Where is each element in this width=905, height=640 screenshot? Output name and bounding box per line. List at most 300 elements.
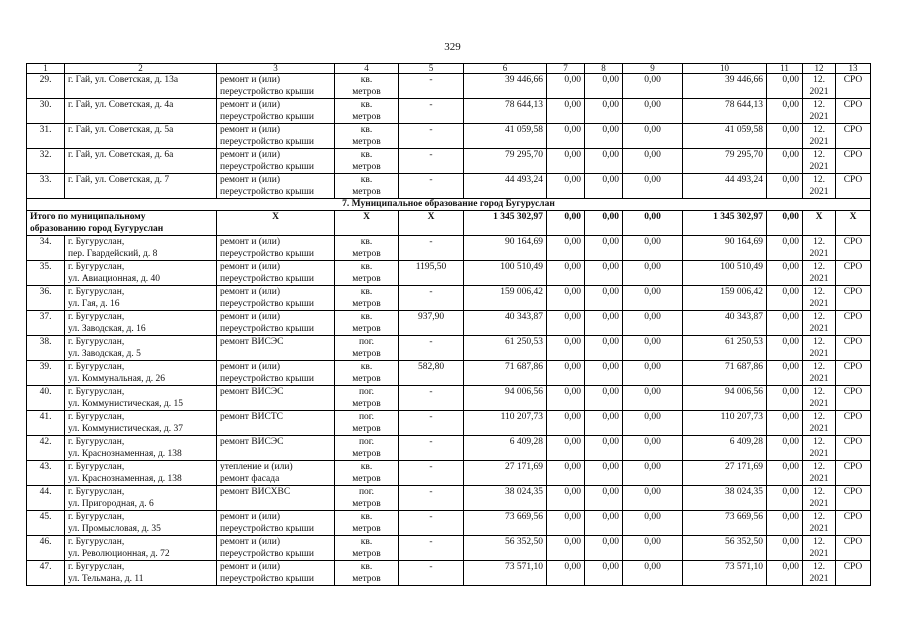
- volume-cell: [399, 461, 464, 486]
- cost-cell-text: 27 171,69: [505, 462, 543, 472]
- work-type-cell: [217, 174, 335, 199]
- address-cell: [65, 361, 217, 386]
- cost-cell-text: 159 006,42: [500, 287, 543, 297]
- unit-cell: [335, 361, 399, 386]
- deadline-cell: [803, 99, 836, 124]
- volume-cell: [399, 149, 464, 174]
- cost-cell: [464, 361, 547, 386]
- address-cell: [65, 461, 217, 486]
- value-cell-text: 0,00: [602, 412, 619, 422]
- row-number-text: 46.: [39, 537, 52, 547]
- col-num: 10: [683, 64, 767, 74]
- unit-cell: [335, 336, 399, 361]
- address-cell: [65, 336, 217, 361]
- volume-cell-text: -: [429, 387, 433, 397]
- value-cell: [547, 236, 585, 261]
- cost-cell: [464, 174, 547, 199]
- total-value-text: 0,00: [564, 212, 581, 222]
- row-number: [27, 561, 65, 586]
- cost-cell: [464, 511, 547, 536]
- unit-cell-text: кв.: [360, 287, 373, 297]
- method-cell: [836, 386, 871, 411]
- unit-cell: [335, 311, 399, 336]
- row-number-text: 43.: [39, 462, 52, 472]
- unit-cell: [335, 386, 399, 411]
- address-cell-text: г. Бугуруслан,: [68, 537, 125, 547]
- row-number-text: 33.: [39, 175, 52, 185]
- value-cell: [547, 386, 585, 411]
- value-cell-text: 0,00: [564, 362, 581, 372]
- deadline-cell-text: 12.: [813, 562, 825, 572]
- address-cell-text: г. Бугуруслан,: [68, 462, 125, 472]
- row-number-text: 30.: [39, 100, 52, 110]
- row-number: [27, 236, 65, 261]
- row-number: [27, 436, 65, 461]
- value-cell-text: 0,00: [782, 487, 799, 497]
- total-cost-cell: [683, 561, 767, 586]
- total-cost-cell: [683, 99, 767, 124]
- value-cell: [623, 261, 683, 286]
- row-number: [27, 361, 65, 386]
- method-cell-text: СРО: [843, 387, 863, 397]
- total-value-text: 0,00: [644, 212, 661, 222]
- address-cell-text: г. Бугуруслан,: [68, 487, 125, 497]
- work-type-cell: [217, 74, 335, 99]
- work-type-cell-text: ремонт и (или): [220, 75, 281, 85]
- unit-cell: [335, 536, 399, 561]
- deadline-cell-text: 12.: [813, 362, 825, 372]
- value-cell-text: 0,00: [564, 412, 581, 422]
- volume-cell-text: -: [429, 125, 433, 135]
- method-cell: [836, 461, 871, 486]
- deadline-cell-text: 12.: [813, 437, 825, 447]
- unit-cell-text: метров: [352, 249, 381, 259]
- cost-cell: [464, 561, 547, 586]
- value-cell: [547, 336, 585, 361]
- total-cost-cell: [683, 486, 767, 511]
- table-row: [27, 311, 871, 336]
- deadline-cell: [803, 174, 836, 199]
- cost-cell-text: 110 207,73: [500, 412, 543, 422]
- value-cell: [767, 486, 803, 511]
- row-number: [27, 311, 65, 336]
- value-cell-text: 0,00: [602, 75, 619, 85]
- work-type-cell-text: переустройство крыши: [220, 162, 314, 172]
- row-number-text: 32.: [39, 150, 52, 160]
- unit-cell-text: метров: [352, 324, 381, 334]
- total-value-text: 1 345 302,97: [713, 212, 763, 222]
- unit-cell-text: метров: [352, 549, 381, 559]
- value-cell-text: 0,00: [644, 100, 661, 110]
- value-cell: [585, 386, 623, 411]
- repair-plan-table: [26, 63, 871, 586]
- value-cell: [767, 386, 803, 411]
- unit-cell-text: кв.: [360, 362, 373, 372]
- total-value: [767, 211, 803, 236]
- value-cell: [585, 124, 623, 149]
- total-cost-cell: [683, 361, 767, 386]
- cost-cell-text: 56 352,50: [505, 537, 543, 547]
- method-cell: [836, 236, 871, 261]
- total-label-text: Итого по муниципальному: [30, 212, 146, 222]
- col-num: 4: [335, 64, 399, 74]
- address-cell-text: ул. Заводская, д. 16: [68, 324, 146, 334]
- value-cell-text: 0,00: [644, 287, 661, 297]
- value-cell: [547, 461, 585, 486]
- method-cell-text: СРО: [843, 75, 863, 85]
- volume-cell: [399, 99, 464, 124]
- unit-cell: [335, 511, 399, 536]
- method-cell: [836, 511, 871, 536]
- work-type-cell: [217, 386, 335, 411]
- method-cell-text: СРО: [843, 562, 863, 572]
- unit-cell-text: метров: [352, 349, 381, 359]
- work-type-cell-text: переустройство крыши: [220, 299, 314, 309]
- address-cell-text: г. Бугуруслан,: [68, 287, 125, 297]
- address-cell-text: ул. Тельмана, д. 11: [68, 574, 144, 584]
- table-row: [27, 561, 871, 586]
- value-cell: [547, 486, 585, 511]
- work-type-cell-text: переустройство крыши: [220, 112, 314, 122]
- total-value: [399, 211, 464, 236]
- address-cell: [65, 261, 217, 286]
- table-row: [27, 286, 871, 311]
- work-type-cell: [217, 124, 335, 149]
- method-cell: [836, 361, 871, 386]
- total-cost-cell-text: 79 295,70: [725, 150, 763, 160]
- deadline-cell: [803, 536, 836, 561]
- value-cell-text: 0,00: [782, 175, 799, 185]
- cost-cell: [464, 336, 547, 361]
- table-row: [27, 511, 871, 536]
- value-cell-text: 0,00: [782, 312, 799, 322]
- deadline-cell-text: 2021: [809, 249, 829, 259]
- unit-cell-text: кв.: [360, 175, 373, 185]
- total-cost-cell-text: 94 006,56: [725, 387, 763, 397]
- total-value: [683, 211, 767, 236]
- value-cell: [767, 336, 803, 361]
- col-num: 11: [767, 64, 803, 74]
- unit-cell: [335, 236, 399, 261]
- work-type-cell: [217, 236, 335, 261]
- volume-cell: [399, 361, 464, 386]
- deadline-cell-text: 12.: [813, 337, 825, 347]
- unit-cell-text: кв.: [360, 100, 373, 110]
- value-cell: [547, 361, 585, 386]
- deadline-cell-text: 12.: [813, 462, 825, 472]
- total-value: [836, 211, 871, 236]
- cost-cell: [464, 486, 547, 511]
- value-cell-text: 0,00: [564, 262, 581, 272]
- unit-cell: [335, 461, 399, 486]
- unit-cell: [335, 149, 399, 174]
- cost-cell-text: 38 024,35: [505, 487, 543, 497]
- cost-cell-text: 39 446,66: [505, 75, 543, 85]
- method-cell-text: СРО: [843, 287, 863, 297]
- unit-cell-text: кв.: [360, 312, 373, 322]
- value-cell-text: 0,00: [644, 562, 661, 572]
- value-cell: [585, 436, 623, 461]
- table-row: [27, 174, 871, 199]
- unit-cell-text: метров: [352, 274, 381, 284]
- value-cell: [585, 286, 623, 311]
- unit-cell-text: пог.: [358, 337, 375, 347]
- deadline-cell: [803, 361, 836, 386]
- row-number-text: 36.: [39, 287, 52, 297]
- address-cell: [65, 436, 217, 461]
- unit-cell-text: кв.: [360, 512, 373, 522]
- volume-cell: [399, 336, 464, 361]
- work-type-cell-text: переустройство крыши: [220, 524, 314, 534]
- cost-cell: [464, 386, 547, 411]
- value-cell-text: 0,00: [644, 512, 661, 522]
- value-cell: [547, 149, 585, 174]
- value-cell-text: 0,00: [602, 512, 619, 522]
- value-cell-text: 0,00: [782, 150, 799, 160]
- cost-cell: [464, 149, 547, 174]
- value-cell-text: 0,00: [564, 75, 581, 85]
- total-cost-cell-text: 27 171,69: [725, 462, 763, 472]
- deadline-cell-text: 2021: [809, 349, 829, 359]
- address-cell-text: г. Бугуруслан,: [68, 262, 125, 272]
- total-cost-cell: [683, 311, 767, 336]
- total-value-text: X: [815, 212, 823, 222]
- method-cell-text: СРО: [843, 150, 863, 160]
- method-cell-text: СРО: [843, 175, 863, 185]
- value-cell-text: 0,00: [564, 100, 581, 110]
- deadline-cell: [803, 124, 836, 149]
- unit-cell-text: метров: [352, 524, 381, 534]
- total-value-text: 0,00: [602, 212, 619, 222]
- deadline-cell: [803, 486, 836, 511]
- volume-cell-text: -: [429, 287, 433, 297]
- deadline-cell-text: 12.: [813, 125, 825, 135]
- value-cell: [623, 486, 683, 511]
- value-cell: [623, 386, 683, 411]
- address-cell-text: ул. Революционная, д. 72: [68, 549, 170, 559]
- col-num: 3: [217, 64, 335, 74]
- work-type-cell-text: ремонт и (или): [220, 175, 281, 185]
- value-cell: [547, 561, 585, 586]
- table-row: [27, 386, 871, 411]
- row-number-text: 39.: [39, 362, 52, 372]
- value-cell-text: 0,00: [564, 237, 581, 247]
- work-type-cell: [217, 336, 335, 361]
- volume-cell-text: -: [429, 337, 433, 347]
- row-number: [27, 74, 65, 99]
- cost-cell-text: 79 295,70: [505, 150, 543, 160]
- address-cell-text: г. Бугуруслан,: [68, 387, 125, 397]
- value-cell-text: 0,00: [782, 125, 799, 135]
- col-num: 13: [836, 64, 871, 74]
- col-num: 8: [585, 64, 623, 74]
- deadline-cell-text: 12.: [813, 262, 825, 272]
- address-cell: [65, 311, 217, 336]
- col-num: 5: [399, 64, 464, 74]
- address-cell-text: г. Бугуруслан,: [68, 362, 125, 372]
- deadline-cell-text: 2021: [809, 399, 829, 409]
- deadline-cell-text: 12.: [813, 100, 825, 110]
- work-type-cell-text: ремонт и (или): [220, 537, 281, 547]
- method-cell: [836, 561, 871, 586]
- total-cost-cell-text: 40 343,87: [725, 312, 763, 322]
- total-cost-cell-text: 78 644,13: [725, 100, 763, 110]
- total-value-text: X: [272, 212, 279, 222]
- row-number: [27, 461, 65, 486]
- unit-cell-text: кв.: [360, 562, 373, 572]
- work-type-cell-text: переустройство крыши: [220, 87, 314, 97]
- cost-cell: [464, 461, 547, 486]
- address-cell-text: ул. Коммунальная, д. 26: [68, 374, 165, 384]
- method-cell-text: СРО: [843, 262, 863, 272]
- volume-cell-text: -: [429, 487, 433, 497]
- total-value: [464, 211, 547, 236]
- work-type-cell-text: ремонт ВИСТС: [220, 412, 284, 422]
- value-cell-text: 0,00: [564, 150, 581, 160]
- deadline-cell-text: 12.: [813, 537, 825, 547]
- row-number-text: 45.: [39, 512, 52, 522]
- deadline-cell-text: 2021: [809, 499, 829, 509]
- unit-cell: [335, 99, 399, 124]
- total-value-text: X: [363, 212, 370, 222]
- value-cell: [547, 436, 585, 461]
- value-cell: [767, 411, 803, 436]
- total-value-text: 1 345 302,97: [493, 212, 543, 222]
- value-cell: [767, 436, 803, 461]
- cost-cell-text: 78 644,13: [505, 100, 543, 110]
- work-type-cell-text: ремонт ВИСЭС: [220, 387, 284, 397]
- deadline-cell-text: 2021: [809, 549, 829, 559]
- row-number: [27, 149, 65, 174]
- work-type-cell-text: ремонт и (или): [220, 125, 281, 135]
- work-type-cell-text: ремонт фасада: [220, 474, 280, 484]
- cost-cell: [464, 436, 547, 461]
- unit-cell: [335, 411, 399, 436]
- value-cell-text: 0,00: [644, 462, 661, 472]
- value-cell-text: 0,00: [644, 312, 661, 322]
- deadline-cell-text: 2021: [809, 187, 829, 197]
- address-cell-text: пер. Гвардейский, д. 8: [68, 249, 158, 259]
- value-cell-text: 0,00: [644, 387, 661, 397]
- total-cost-cell: [683, 174, 767, 199]
- total-cost-cell-text: 100 510,49: [720, 262, 763, 272]
- unit-cell-text: кв.: [360, 150, 373, 160]
- value-cell: [547, 536, 585, 561]
- address-cell-text: г. Бугуруслан,: [68, 562, 125, 572]
- unit-cell-text: кв.: [360, 462, 373, 472]
- volume-cell-text: -: [429, 150, 433, 160]
- unit-cell: [335, 174, 399, 199]
- method-cell: [836, 436, 871, 461]
- volume-cell: [399, 174, 464, 199]
- column-number-row: [27, 64, 871, 74]
- total-cost-cell-text: 41 059,58: [725, 125, 763, 135]
- total-cost-cell: [683, 436, 767, 461]
- cost-cell-text: 40 343,87: [505, 312, 543, 322]
- work-type-cell: [217, 411, 335, 436]
- value-cell-text: 0,00: [644, 262, 661, 272]
- deadline-cell: [803, 461, 836, 486]
- value-cell-text: 0,00: [602, 387, 619, 397]
- value-cell-text: 0,00: [782, 562, 799, 572]
- volume-cell: [399, 286, 464, 311]
- value-cell: [547, 511, 585, 536]
- total-cost-cell: [683, 286, 767, 311]
- method-cell-text: СРО: [843, 462, 863, 472]
- method-cell-text: СРО: [843, 100, 863, 110]
- cost-cell: [464, 236, 547, 261]
- value-cell-text: 0,00: [602, 337, 619, 347]
- method-cell: [836, 74, 871, 99]
- method-cell: [836, 486, 871, 511]
- address-cell: [65, 74, 217, 99]
- deadline-cell: [803, 286, 836, 311]
- work-type-cell: [217, 461, 335, 486]
- address-cell-text: г. Гай, ул. Советская, д. 13а: [68, 75, 179, 85]
- unit-cell-text: метров: [352, 162, 381, 172]
- work-type-cell-text: ремонт ВИСЭС: [220, 337, 284, 347]
- unit-cell: [335, 486, 399, 511]
- total-value: [803, 211, 836, 236]
- value-cell-text: 0,00: [602, 175, 619, 185]
- total-cost-cell: [683, 261, 767, 286]
- deadline-cell-text: 12.: [813, 412, 825, 422]
- table-row: [27, 336, 871, 361]
- address-cell-text: ул. Промысловая, д. 35: [68, 524, 161, 534]
- value-cell: [623, 286, 683, 311]
- work-type-cell: [217, 149, 335, 174]
- volume-cell: [399, 124, 464, 149]
- cost-cell: [464, 261, 547, 286]
- address-cell-text: ул. Краснознаменная, д. 138: [68, 474, 182, 484]
- row-number-text: 31.: [39, 125, 52, 135]
- table-row: [27, 149, 871, 174]
- unit-cell-text: метров: [352, 424, 381, 434]
- cost-cell: [464, 124, 547, 149]
- unit-cell-text: метров: [352, 449, 381, 459]
- row-number: [27, 99, 65, 124]
- unit-cell: [335, 286, 399, 311]
- address-cell: [65, 486, 217, 511]
- value-cell: [767, 149, 803, 174]
- work-type-cell: [217, 436, 335, 461]
- row-number-text: 29.: [39, 75, 52, 85]
- value-cell: [623, 311, 683, 336]
- volume-cell-text: -: [429, 100, 433, 110]
- cost-cell: [464, 99, 547, 124]
- address-cell: [65, 511, 217, 536]
- deadline-cell-text: 12.: [813, 237, 825, 247]
- value-cell: [585, 511, 623, 536]
- method-cell-text: СРО: [843, 512, 863, 522]
- total-cost-cell-text: 44 493,24: [725, 175, 763, 185]
- value-cell-text: 0,00: [564, 125, 581, 135]
- value-cell: [585, 236, 623, 261]
- method-cell: [836, 261, 871, 286]
- deadline-cell-text: 12.: [813, 387, 825, 397]
- table-row: [27, 124, 871, 149]
- volume-cell-text: -: [429, 412, 433, 422]
- address-cell-text: г. Гай, ул. Советская, д. 6а: [68, 150, 174, 160]
- value-cell: [623, 149, 683, 174]
- work-type-cell-text: переустройство крыши: [220, 549, 314, 559]
- value-cell: [547, 124, 585, 149]
- work-type-cell: [217, 261, 335, 286]
- value-cell: [623, 361, 683, 386]
- unit-cell-text: метров: [352, 574, 381, 584]
- row-number-text: 40.: [39, 387, 52, 397]
- work-type-cell: [217, 561, 335, 586]
